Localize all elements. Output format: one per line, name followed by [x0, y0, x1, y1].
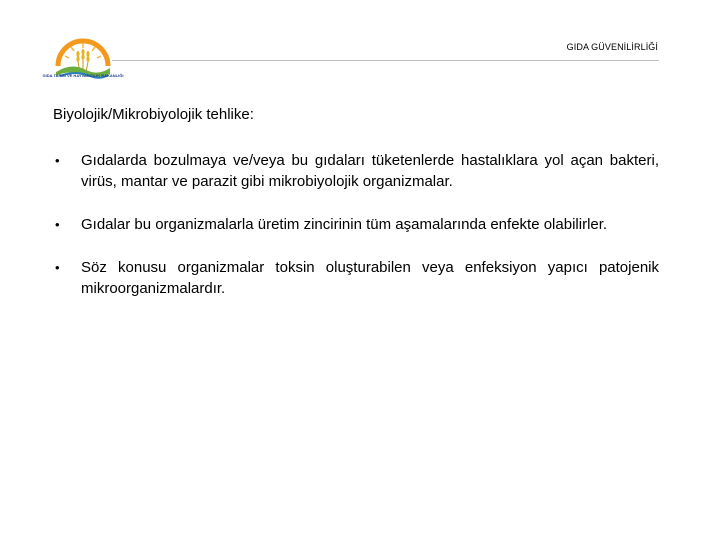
bullet-marker: •: [55, 217, 60, 232]
bullet-text: Söz konusu organizmalar toksin oluşturabilen veya enfeksiyon yapıcı patojenik mikroorganizmalardır.: [81, 259, 659, 297]
page-header-title: GIDA GÜVENİLİRLİĞİ: [566, 42, 658, 52]
bullet-text: Gıdalar bu organizmalarla üretim zincirinin tüm aşamalarında enfekte olabilirler.: [81, 216, 608, 233]
bullet-item: [53, 150, 659, 192]
bullet-list: [53, 150, 659, 321]
logo-caption: GIDA TARIM VE HAYVANCILIK BAKANLIĞI: [42, 73, 124, 78]
bullet-text: Gıdalarda bozulmaya ve/veya bu gıdaları tüketenlerde hastalıklara yol açan bakteri, virüs, mantar ve parazit gibi mikrobiyolojik organizmalar.: [81, 152, 659, 190]
bullet-item: [53, 214, 659, 235]
bullet-marker: •: [55, 260, 60, 275]
header-divider: [112, 60, 659, 61]
logo-emblem-icon: [50, 28, 116, 90]
bullet-marker: •: [55, 153, 60, 168]
section-heading: Biyolojik/Mikrobiyolojik tehlike:: [53, 106, 254, 123]
ministry-logo: [50, 28, 116, 90]
bullet-item: [53, 257, 659, 299]
